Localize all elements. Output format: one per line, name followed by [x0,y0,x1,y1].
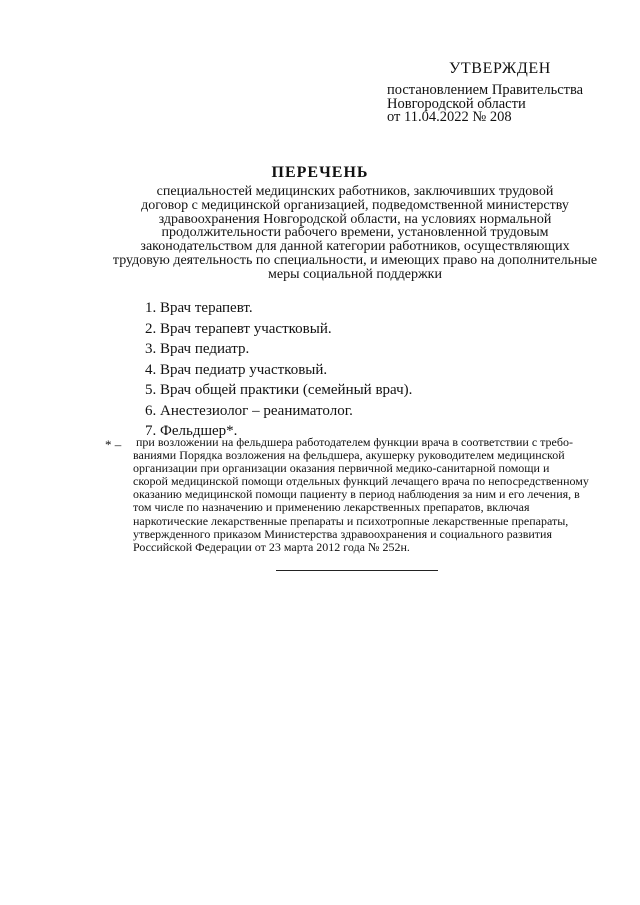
end-divider [276,570,438,571]
footnote-line: наркотические лекарственные препараты и психотропные лекарственные препараты, [133,513,569,528]
approval-line: постановлением Правительства [387,82,584,98]
footnote-line: Российской Федерации от 23 марта 2012 года № 252н. [133,539,410,554]
subtitle-line: здравоохранения Новгородской области, на условиях нормальной [158,211,552,227]
approval-title: УТВЕРЖДЕН [449,60,551,77]
document-subtitle [60,185,640,282]
list-item: 7. Фельдшер*. [145,423,238,439]
list-item: 3. Врач педиатр. [145,341,250,357]
footnote-line: ваниями Порядка возложения на фельдшера, акушерку руководителем медицинской [133,448,565,463]
footnote-marker: * – [105,437,122,452]
subtitle-line: законодательством для данной категории работников, осуществляющих [140,239,570,255]
list-item: 6. Анестезиолог – реаниматолог. [145,402,353,419]
subtitle-line: меры социальной поддержки [268,266,442,282]
list-item: 5. Врач общей практики (семейный врач). [145,382,413,398]
list-item: 1. Врач терапевт. [145,300,253,316]
document-title: ПЕРЕЧЕНЬ [271,164,369,181]
approval-line: от 11.04.2022 № 208 [387,109,512,125]
footnote-line: том числе по назначению и применению лекарственных препаратов, включая [133,500,530,515]
footnote-line: при возложении на фельдшера работодателем функции врача в соответствии с требо- [136,435,573,449]
approval-block [387,84,583,125]
approval-line: Новгородской области [387,95,526,112]
specialty-list [145,298,412,442]
subtitle-line: договор с медицинской организацией, подведомственной министерству [141,197,569,213]
subtitle-line: специальностей медицинских работников, заключивших трудовой [156,184,554,199]
list-item: 2. Врач терапевт участковый. [145,320,332,337]
footnote-line: организации при организации оказания первичной медико-санитарной помощи и [133,461,550,476]
footnote-text [133,436,593,554]
footnote-line: скорой медицинской помощи отдельных функций лечащего врача по непосредственному [133,474,589,489]
subtitle-line: трудовую деятельность по специальности, и имеющих право на дополнительные [112,252,598,268]
subtitle-line: продолжительности рабочего времени, установленной трудовым [161,225,549,241]
footnote-line: оказанию медицинской помощи пациенту в период наблюдения за ним и его лечения, в [133,487,580,502]
list-item: 4. Врач педиатр участковый. [145,361,328,378]
footnote-line: утвержденного приказом Министерства здравоохранения и социального развития [133,526,552,541]
